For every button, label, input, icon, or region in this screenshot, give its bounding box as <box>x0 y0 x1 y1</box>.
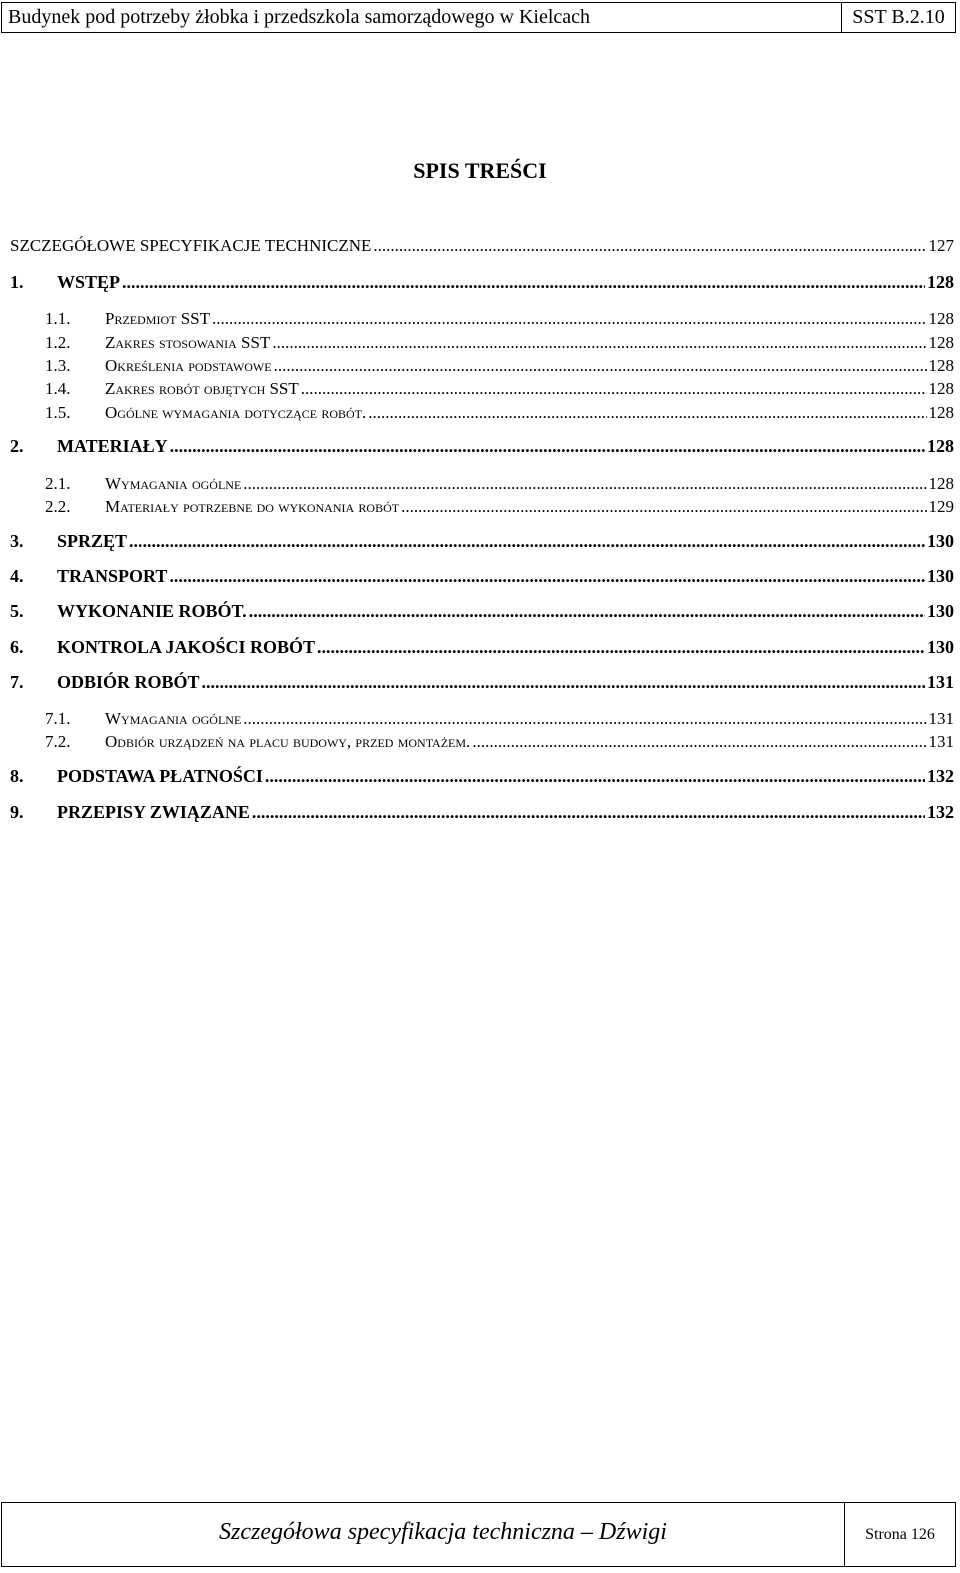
toc-entry-title: TRANSPORT <box>57 566 168 586</box>
toc-entry[interactable] <box>10 601 954 622</box>
header-spec-code: SST B.2.10 <box>852 6 945 28</box>
toc-entry[interactable] <box>10 403 954 423</box>
toc-entry[interactable] <box>10 766 954 787</box>
footer-title: Szczegółowa specyfikacja techniczna – Dźwigi <box>2 1503 845 1566</box>
toc-entry-title: WSTĘP <box>57 272 121 292</box>
toc-entry[interactable] <box>10 709 954 729</box>
toc-entry-page: 130 <box>927 566 954 586</box>
toc-entry-number: 3. <box>10 531 24 551</box>
toc-entry-number: 2. <box>10 436 24 456</box>
toc-leader-dots <box>368 403 926 423</box>
toc-entry-title: PRZEPISY ZWIĄZANE <box>57 802 250 822</box>
toc-entry[interactable] <box>10 436 954 457</box>
toc-entry-number: 1.3. <box>45 356 71 375</box>
toc-entry[interactable] <box>10 637 954 658</box>
toc-entry-title: ODBIÓR ROBÓT <box>57 672 200 692</box>
toc-entry-number: 1.5. <box>45 403 71 422</box>
toc-entry-page: 130 <box>927 637 954 657</box>
toc-entry-number: 1. <box>10 272 24 292</box>
toc-entry-number: 1.2. <box>45 333 71 352</box>
toc-entry-number: 5. <box>10 601 24 621</box>
toc-leader-dots <box>301 379 927 399</box>
toc-entry-number: 7.1. <box>45 709 71 728</box>
toc-entry-title: Odbiór urządzeń na placu budowy, przed montażem. <box>105 732 471 751</box>
toc-entry-title: Materiały potrzebne do wykonania robót <box>105 497 400 516</box>
toc-entry-number: 1.1. <box>45 309 71 328</box>
toc-entry[interactable] <box>10 732 954 752</box>
toc-entry-title: SZCZEGÓŁOWE SPECYFIKACJE TECHNICZNE <box>10 236 372 255</box>
toc-leader-dots <box>122 272 925 293</box>
toc-entry-title: Zakres stosowania SST <box>105 333 271 352</box>
toc-entry-page: 128 <box>928 309 954 328</box>
toc-entry-title: MATERIAŁY <box>57 436 168 456</box>
toc-leader-dots <box>243 709 926 729</box>
toc-entry[interactable] <box>10 272 954 293</box>
toc-entry-number: 1.4. <box>45 379 71 398</box>
toc-entry-page: 128 <box>927 272 954 292</box>
toc-entry-page: 131 <box>928 732 954 751</box>
toc-entry-title: PODSTAWA PŁATNOŚCI <box>57 766 263 786</box>
toc-entry-page: 130 <box>927 531 954 551</box>
toc-leader-dots <box>373 236 926 256</box>
toc-leader-dots <box>169 566 925 587</box>
toc-entry-page: 128 <box>928 474 954 493</box>
toc-leader-dots <box>252 802 925 823</box>
toc-leader-dots <box>472 732 926 752</box>
toc-leader-dots <box>265 766 925 787</box>
toc-entry-page: 128 <box>928 356 954 375</box>
header-title: Budynek pod potrzeby żłobka i przedszkola samorządowego w Kielcach <box>2 3 842 32</box>
toc-entry[interactable] <box>10 236 954 256</box>
toc-entry-title: Wymagania ogólne <box>105 474 242 493</box>
toc-entry-number: 7. <box>10 672 24 692</box>
toc-entry[interactable] <box>10 497 954 517</box>
toc-leader-dots <box>272 333 926 353</box>
toc-leader-dots <box>129 531 925 552</box>
toc-entry[interactable] <box>10 531 954 552</box>
toc-leader-dots <box>317 637 925 658</box>
toc-entry-title: Ogólne wymagania dotyczące robót. <box>105 403 367 422</box>
toc-entry-page: 130 <box>927 601 954 621</box>
toc-entry-title: KONTROLA JAKOŚCI ROBÓT <box>57 637 316 657</box>
toc-leader-dots <box>274 356 927 376</box>
toc-leader-dots <box>212 309 927 329</box>
toc-entry[interactable] <box>10 802 954 823</box>
toc-entry-title: Określenia podstawowe <box>105 356 272 375</box>
toc-entry-number: 2.2. <box>45 497 71 516</box>
page-header <box>1 2 956 33</box>
toc-entry-page: 128 <box>928 333 954 352</box>
toc-entry-number: 9. <box>10 802 24 822</box>
toc-entry[interactable] <box>10 474 954 494</box>
toc-entry-title: SPRZĘT <box>57 531 128 551</box>
toc-entry-page: 131 <box>928 709 954 728</box>
toc-entry[interactable] <box>10 356 954 376</box>
toc-entry[interactable] <box>10 672 954 693</box>
toc-entry-title: Wymagania ogólne <box>105 709 242 728</box>
toc-entry-page: 129 <box>928 497 954 516</box>
toc-entry-number: 6. <box>10 637 24 657</box>
toc-heading: SPIS TREŚCI <box>413 158 547 183</box>
toc-leader-dots <box>170 436 925 457</box>
page-footer <box>1 1502 956 1567</box>
toc-entry-page: 127 <box>928 236 954 255</box>
toc-entry-number: 2.1. <box>45 474 71 493</box>
toc-entry[interactable] <box>10 379 954 399</box>
toc-entry-title: Przedmiot SST <box>105 309 210 328</box>
toc-entry-title: WYKONANIE ROBÓT. <box>57 601 247 621</box>
toc-entry-page: 128 <box>927 436 954 456</box>
footer-page-number: Strona 126 <box>865 1526 935 1543</box>
toc-leader-dots <box>401 497 926 517</box>
toc-leader-dots <box>243 474 926 494</box>
toc-entry[interactable] <box>10 309 954 329</box>
toc-entry-page: 131 <box>927 672 954 692</box>
toc-leader-dots <box>249 601 925 622</box>
toc-entry-page: 128 <box>928 379 954 398</box>
toc-entry-number: 7.2. <box>45 732 71 751</box>
toc-entry-page: 132 <box>927 766 954 786</box>
toc-entry-page: 128 <box>928 403 954 422</box>
toc-entry-number: 4. <box>10 566 24 586</box>
toc-entry[interactable] <box>10 333 954 353</box>
toc-entry[interactable] <box>10 566 954 587</box>
toc-entry-page: 132 <box>927 802 954 822</box>
toc-entry-number: 8. <box>10 766 24 786</box>
toc-entry-title: Zakres robót objętych SST <box>105 379 299 398</box>
toc-leader-dots <box>202 672 925 693</box>
